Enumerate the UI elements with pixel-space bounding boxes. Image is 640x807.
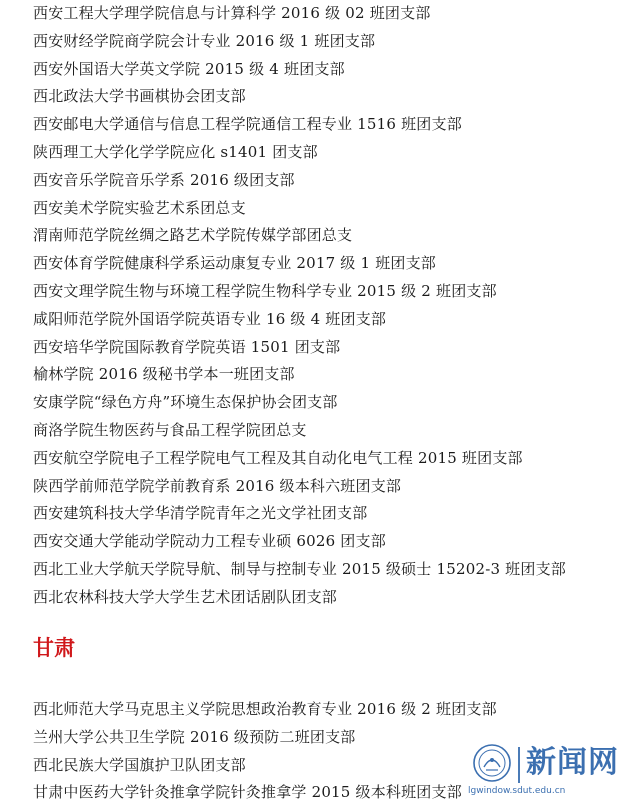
list-item: 西北工业大学航天学院导航、制导与控制专业 2015 级硕士 15202-3 班团支部: [33, 559, 566, 578]
organization-list-gansu: [33, 696, 497, 807]
list-item: 西北民族大学国旗护卫队团支部: [33, 755, 246, 774]
list-item: 西安美术学院实验艺术系团总支: [33, 198, 246, 217]
list-item: 西安外国语大学英文学院 2015 级 4 班团支部: [33, 59, 345, 78]
list-item: 西安音乐学院音乐学系 2016 级团支部: [33, 170, 295, 189]
list-item: 商洛学院生物医药与食品工程学院团总支: [33, 420, 307, 439]
watermark-divider: [518, 747, 520, 783]
list-item: 西北师范大学马克思主义学院思想政治教育专业 2016 级 2 班团支部: [33, 700, 497, 718]
news-site-watermark: [464, 741, 634, 801]
list-item: 安康学院“绿色方舟”环境生态保护协会团支部: [33, 393, 338, 412]
watermark-url: lgwindow.sdut.edu.cn: [468, 786, 566, 796]
section-heading-gansu: 甘肃: [33, 636, 75, 660]
list-item: 榆林学院 2016 级秘书学本一班团支部: [33, 365, 295, 384]
watermark-title: 新闻网: [526, 745, 619, 780]
list-item: 西安交通大学能动学院动力工程专业硕 6026 团支部: [33, 532, 386, 551]
university-seal-icon: [472, 743, 512, 783]
list-item: 西北政法大学书画棋协会团支部: [33, 87, 246, 106]
list-item: 兰州大学公共卫生学院 2016 级预防二班团支部: [33, 727, 356, 746]
list-item: 渭南师范学院丝绸之路艺术学院传媒学部团总支: [33, 226, 353, 245]
list-item: 西安培华学院国际教育学院英语 1501 团支部: [33, 337, 341, 356]
list-item: 西安航空学院电子工程学院电气工程及其自动化电气工程 2015 班团支部: [33, 448, 523, 467]
list-item: 西安邮电大学通信与信息工程学院通信工程专业 1516 班团支部: [33, 115, 462, 134]
list-item: 甘肃中医药大学针灸推拿学院针灸推拿学 2015 级本科班团支部: [33, 783, 462, 802]
list-item: 西安工程大学理学院信息与计算科学 2016 级 02 班团支部: [33, 4, 431, 22]
list-item: 西安体育学院健康科学系运动康复专业 2017 级 1 班团支部: [33, 254, 436, 273]
list-item: 西安财经学院商学院会计专业 2016 级 1 班团支部: [33, 31, 376, 50]
list-item: 西安文理学院生物与环境工程学院生物科学专业 2015 级 2 班团支部: [33, 281, 497, 300]
list-item: 西北农林科技大学大学生艺术团话剧队团支部: [33, 587, 338, 606]
list-item: 陕西学前师范学院学前教育系 2016 级本科六班团支部: [33, 476, 402, 495]
list-item: 陕西理工大学化学学院应化 s1401 团支部: [33, 142, 318, 161]
organization-list-shaanxi: [33, 0, 566, 612]
list-item: 西安建筑科技大学华清学院青年之光文学社团支部: [33, 504, 368, 523]
list-item: 咸阳师范学院外国语学院英语专业 16 级 4 班团支部: [33, 309, 387, 328]
